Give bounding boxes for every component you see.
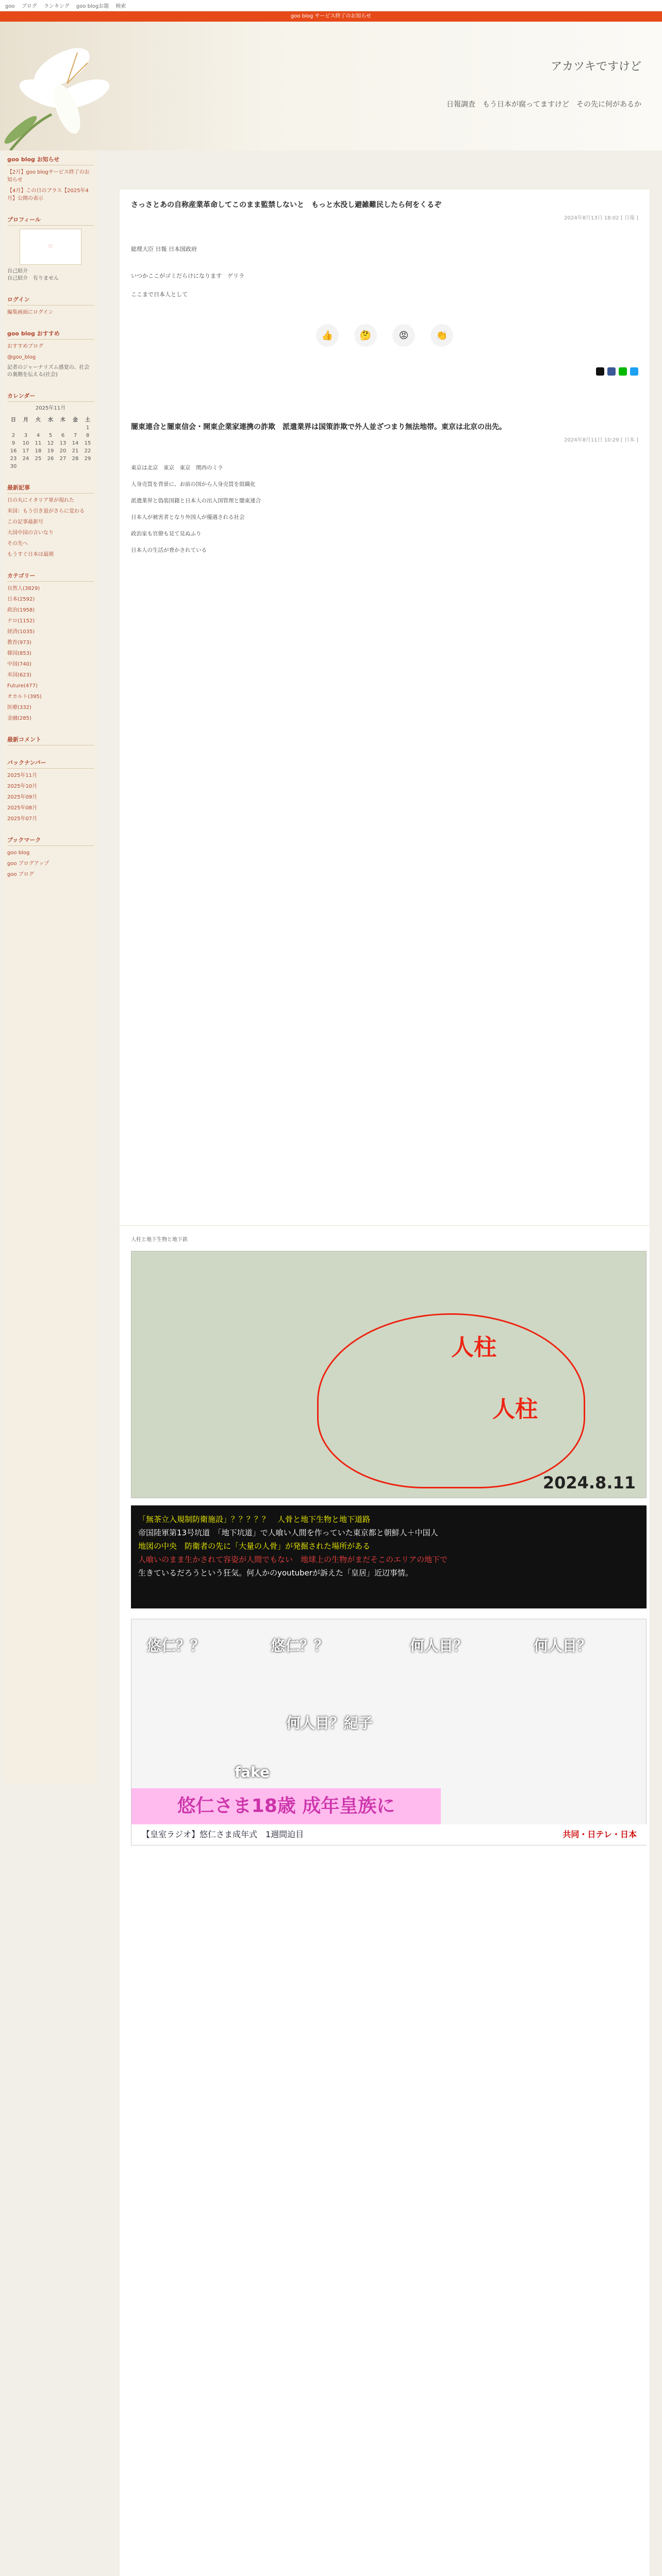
backnumber-link[interactable]: 2025年10月 (7, 784, 38, 789)
blog-title[interactable]: アカツキですけど (551, 60, 641, 73)
bookmark-link[interactable]: goo blog (7, 850, 30, 856)
post-date: 2024年8月13日 18:02 [ 日報 ] (564, 215, 638, 221)
category-link[interactable]: 韓国(853) (7, 651, 31, 656)
post-line: 総理大臣 日報 日本国政府 (131, 246, 197, 252)
caption-source: 共同・日テレ・日本 (562, 1829, 637, 1839)
comments-heading: 最新コメント (7, 734, 94, 745)
recent-post-link[interactable]: もうすぐ日本は最期 (7, 552, 54, 557)
map-image (131, 1251, 647, 1498)
notices-heading: goo blog お知らせ (7, 154, 94, 165)
backnumber-link[interactable]: 2025年09月 (7, 794, 38, 800)
calendar-day-header: 火 (36, 417, 41, 423)
collage-tag: 何人目？ (410, 1637, 468, 1654)
banner-line: 生きているだろうという狂気。何人かのyoutuberが訴えた「皇居」近辺事情。 (138, 1568, 413, 1578)
line-share-icon[interactable] (619, 367, 627, 376)
top-link[interactable]: ランキング (43, 4, 70, 9)
post-line: 日本人の生活が脅かされている (131, 547, 207, 553)
video-caption (131, 1824, 647, 1845)
collage-tag: 悠仁？？ (147, 1637, 205, 1654)
caption-text: 【皇室ラジオ】悠仁さま成年式 1週間迫目 (142, 1829, 304, 1839)
warning-banner (131, 1505, 647, 1608)
calendar: 日 月 火 水 木 金 土 1 2 3 4 5 6 7 8 9 10 11 12 13 14 15 16 17 18 19 20 21 22 23 24 25 26 27 28 29 30 (7, 414, 94, 470)
backnumber-link[interactable]: 2025年08月 (7, 805, 38, 811)
login-link[interactable]: 編集画面にログイン (7, 310, 54, 315)
follow-button[interactable]: @goo_blog (7, 354, 36, 360)
post-line: 人身売買を背景に、お前の国から人身売買を組織化 (131, 481, 256, 487)
banner-line: 地図の中央 防衛者の先に「大量の人骨」が発掘された場所がある (138, 1541, 371, 1551)
post-line: いつかここがゴミだらけになります ゲリラ (131, 273, 244, 279)
recent-post-link[interactable]: その先へ (7, 541, 28, 547)
map-label: 人柱 (492, 1396, 538, 1422)
top-bar (0, 0, 662, 11)
recent-post-link[interactable]: この記事最新号 (7, 519, 43, 525)
recent-post-link[interactable]: 日の丸にイタリア軍が現れた (7, 498, 74, 503)
calendar-day-header: 土 (85, 417, 90, 423)
date-tag: 2024.8.11 (542, 1473, 636, 1493)
recommend-link[interactable]: おすすめブログ (7, 344, 44, 349)
post-date: 2024年8月11日 10:29 [ 日本 ] (564, 437, 638, 443)
recent-heading: 最新記事 (7, 482, 94, 494)
category-link[interactable]: 日本(2592) (7, 597, 35, 602)
category-link[interactable]: Future(477) (7, 683, 38, 689)
reaction-bar (131, 324, 638, 347)
collage-tag: fake (235, 1764, 270, 1781)
lower-content (120, 1226, 650, 2576)
calendar-day-header: 金 (73, 417, 78, 423)
reaction-button[interactable]: 👍 (316, 324, 339, 347)
collage-tag: 何人目？ (534, 1637, 592, 1654)
calendar-day-header: 月 (23, 417, 28, 423)
category-link[interactable]: 経済(1035) (7, 629, 35, 635)
backnumber-link[interactable]: 2025年07月 (7, 816, 38, 822)
banner-line: 人喰いのまま生かされて容姿が人間でもない 地球上の生物がまだそこのエリアの地下で (138, 1555, 448, 1564)
bookmark-link[interactable]: goo ブログアップ (7, 861, 49, 867)
calendar-day-header: 水 (48, 417, 53, 423)
top-link[interactable]: goo (5, 4, 15, 9)
post-body (131, 464, 638, 554)
post-body (131, 235, 638, 309)
notice-link[interactable]: 【2月】goo blogサービス終了のお知らせ (7, 170, 90, 183)
login-heading: ログイン (7, 294, 94, 306)
share-buttons (131, 367, 638, 376)
service-notice[interactable]: goo blog サービス終了のお知らせ (0, 11, 662, 22)
banner-line: 「無茶立入規制防衛施設」？？？？？ 人骨と地下生物と地下道路 (138, 1515, 371, 1524)
bookmark-heading: ブックマーク (7, 834, 94, 846)
main-content (120, 190, 650, 1225)
headline-caption: 悠仁さま18歳 成年皇族に (131, 1788, 441, 1824)
reaction-button[interactable]: 👏 (431, 324, 453, 347)
collage-tag: 悠仁？？ (271, 1637, 329, 1654)
category-link[interactable]: 金融(285) (7, 716, 31, 721)
category-link[interactable]: 政治(1958) (7, 607, 35, 613)
category-heading: カテゴリー (7, 570, 94, 582)
lily-flower-image (0, 22, 134, 150)
post-line: 派遣業界と偽装国籍と日本人の出入国管理と闇東連合 (131, 498, 261, 504)
post-line: 政治家も官僚も見て見ぬふり (131, 531, 202, 537)
calendar-day-header: 木 (60, 417, 65, 423)
post-title[interactable]: さっさとあの自称産業革命してこのまま監禁しないと もっと水没し避雑難民したら何をくるぞ (131, 201, 441, 209)
follow-text: 記者のジャーナリズム感覚の、社会の裏側を伝える(社会) (7, 365, 90, 378)
post-line: 東京は北京 東京 東京 関西のミラ (131, 465, 223, 471)
category-link[interactable]: 医療(332) (7, 705, 31, 710)
post-line: ここまで日本人として (131, 291, 188, 298)
category-link[interactable]: 米国(623) (7, 672, 31, 678)
category-link[interactable]: テロ(1152) (7, 618, 35, 624)
blog-subtitle: 日報調査 もう日本が腐ってますけど その先に何があるか (446, 100, 641, 109)
top-link[interactable]: ブログ (21, 4, 37, 9)
top-link[interactable]: 検索 (115, 4, 126, 9)
banner-line: 帝国陸軍第13号坑道 「地下坑道」で人喰い人間を作っていた東京都と朝鮮人＋中国人 (138, 1528, 438, 1537)
photo-collage (131, 1619, 647, 1845)
recommend-heading: goo blog おすすめ (7, 328, 94, 340)
backnumber-link[interactable]: 2025年11月 (7, 773, 38, 778)
blog-header (0, 22, 662, 150)
recent-post-link[interactable]: 大国中国の言いなり (7, 530, 54, 536)
bookmark-share-icon[interactable] (630, 367, 638, 376)
reaction-button[interactable]: 😡 (392, 324, 415, 347)
calendar-month: 2025年11月 (35, 405, 66, 411)
bookmark-link[interactable]: goo ブログ (7, 872, 34, 877)
category-link[interactable]: 自然人(3829) (7, 586, 40, 591)
profile-image: ♡ (20, 229, 81, 265)
post-title[interactable]: 闇東連合と闇東信会・開東企業家連携の詐欺 派遣業界は国策詐欺で外人並ざつまり無法地帯。東京は北京の出先。 (131, 423, 506, 431)
profile-description: 自己紹介 有りません (7, 276, 59, 281)
section-intro: 人柱と地下生物と地下鉄 (131, 1237, 188, 1243)
category-link[interactable]: 教育(973) (7, 640, 31, 646)
profile-name: 自己紹介 (7, 268, 28, 274)
collage-tag: 何人目？紀子 (286, 1715, 373, 1732)
map-label: 人柱 (451, 1334, 496, 1361)
notice-link[interactable]: 【4月】この日のブラス【2025年4月】公開の表示 (7, 188, 89, 201)
facebook-share-icon[interactable] (607, 367, 616, 376)
backnumber-heading: バックナンバー (7, 757, 94, 769)
x-share-icon[interactable] (596, 367, 604, 376)
reaction-button[interactable]: 🤔 (354, 324, 377, 347)
recent-post-link[interactable]: 米国：もう引き退がさらに変わる (7, 509, 85, 514)
category-link[interactable]: 中国(740) (7, 662, 31, 667)
category-link[interactable]: オカルト(395) (7, 694, 42, 700)
post-line: 日本人が被害者となり外国人が優遇される社会 (131, 514, 245, 520)
top-link[interactable]: goo blogお題 (76, 4, 109, 9)
profile-heading: プロフィール (7, 214, 94, 226)
sidebar (4, 150, 97, 1784)
calendar-day-header: 日 (11, 417, 16, 423)
calendar-heading: カレンダー (7, 390, 94, 402)
